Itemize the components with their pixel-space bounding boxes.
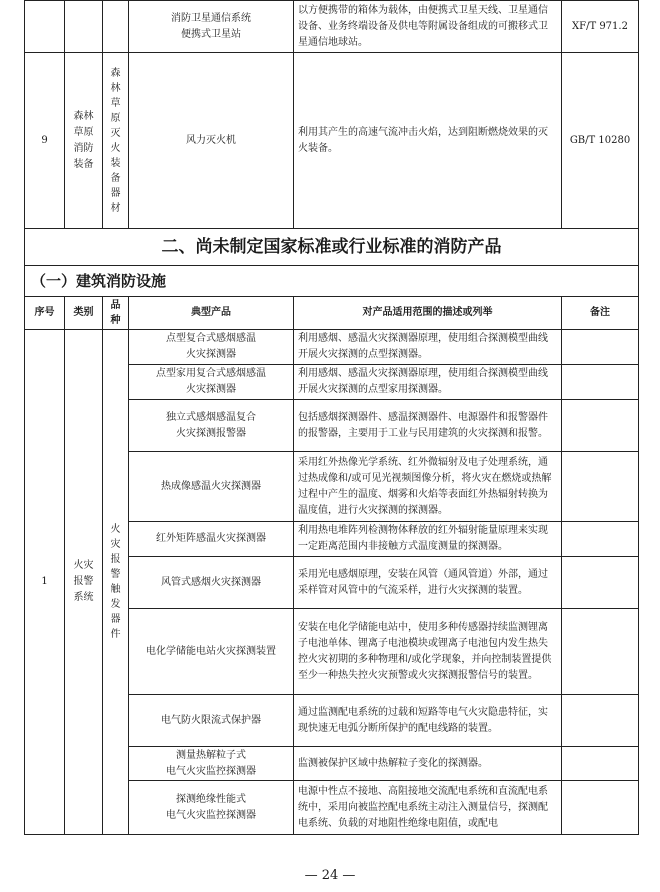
header-description: 对产品适用范围的描述或列举 [294,297,562,330]
cell-kind-empty [103,1,129,53]
header-remark: 备注 [562,297,639,330]
cell-description: 利用感烟、感温火灾探测器原理，使用组合探测模型曲线开展火灾探测的点型探测器。 [294,330,562,365]
section-title-row [25,229,639,266]
cell-description: 利用感烟、感温火灾探测器原理，使用组合探测模型曲线开展火灾探测的点型家用探测器。 [294,365,562,400]
cell-product: 电气防火限流式保护器 [129,695,294,747]
cell-product: 探测绝缘性能式 电气火灾监控探测器 [129,781,294,835]
product-table [24,0,639,835]
cell-description: 采用光电感烟原理，安装在风管（通风管道）外部，通过采样管对风管中的气流采样，进行火灾探测的装置。 [294,557,562,609]
cell-no: 1 [25,330,65,835]
page-number: — 24 — [304,868,356,883]
cell-remark [562,747,639,781]
section-title: 二、尚未制定国家标准或行业标准的消防产品 [25,229,639,266]
subsection-title-row [25,266,639,297]
header-product: 典型产品 [129,297,294,330]
cell-product: 风管式感烟火灾探测器 [129,557,294,609]
cell-product: 独立式感烟感温复合 火灾探测报警器 [129,400,294,452]
cell-remark [562,330,639,365]
cell-no: 9 [25,53,65,229]
cell-remark [562,452,639,522]
cell-category-empty [65,1,103,53]
cell-product: 电化学储能电站火灾探测装置 [129,609,294,695]
document-page [24,0,638,835]
cell-remark [562,365,639,400]
table-row [25,330,639,365]
cell-kind-vertical: 火 灾 报 警 触 发 器 件 [103,330,129,835]
table-row-9 [25,53,639,229]
cell-category: 火灾 报警 系统 [65,330,103,835]
cell-product: 消防卫星通信系统 便携式卫星站 [129,1,294,53]
cell-remark [562,609,639,695]
cell-product: 点型复合式感烟感温 火灾探测器 [129,330,294,365]
header-no: 序号 [25,297,65,330]
cell-description: 以方便携带的箱体为载体，由便携式卫星天线、卫星通信设备、业务终端设备及供电等附属设备组成的可搬移式卫星通信地球站。 [294,1,562,53]
cell-standard: GB/T 10280 [562,53,639,229]
cell-product: 测量热解粒子式 电气火灾监控探测器 [129,747,294,781]
table-row-satellite [25,1,639,53]
cell-remark [562,400,639,452]
cell-description: 监测被保护区域中热解粒子变化的探测器。 [294,747,562,781]
header-category: 类别 [65,297,103,330]
cell-description: 采用红外热像光学系统、红外微辐射及电子处理系统，通过热成像和/或可见光视频图像分析，将火灾在燃烧或热解过程中产生的温度、烟雾和火焰等表面红外热辐射转换为温度值，进行火灾探测的探测器。 [294,452,562,522]
cell-kind-vertical: 森 林 草 原 灭 火 装 备 器 材 [103,53,129,229]
cell-product: 点型家用复合式感烟感温 火灾探测器 [129,365,294,400]
cell-remark [562,781,639,835]
cell-category: 森林 草原 消防 装备 [65,53,103,229]
cell-description: 利用热电堆阵列检测物体释放的红外辐射能量原理来实现一定距离范围内非接触方式温度测量的探测器。 [294,522,562,557]
cell-description: 包括感烟探测器件、感温探测器件、电源器件和报警器件的报警器，主要用于工业与民用建筑的火灾探测和报警。 [294,400,562,452]
cell-product: 风力灭火机 [129,53,294,229]
cell-product: 红外矩阵感温火灾探测器 [129,522,294,557]
cell-remark [562,522,639,557]
cell-standard: XF/T 971.2 [562,1,639,53]
cell-description: 通过监测配电系统的过载和短路等电气火灾隐患特征，实现快速无电弧分断所保护的配电线路的装置。 [294,695,562,747]
cell-description: 安装在电化学储能电站中，使用多种传感器持续监测锂离子电池单体、锂离子电池模块或锂离子电池包内发生热失控火灾初期的多种物理和/或化学现象，并向控制装置提供至少一种热失控火灾预警或火灾探测报警信号的装置。 [294,609,562,695]
table-header-row [25,297,639,330]
cell-remark [562,557,639,609]
cell-description: 利用其产生的高速气流冲击火焰，达到阻断燃烧效果的灭火装备。 [294,53,562,229]
cell-description: 电源中性点不接地、高阻接地交流配电系统和直流配电系统中，采用向被监控配电系统主动注入测量信号，探测配电系统、负载的对地阻性绝缘电阻值，或配电 [294,781,562,835]
cell-no-empty [25,1,65,53]
subsection-title: （一）建筑消防设施 [25,266,639,297]
header-kind: 品 种 [103,297,129,330]
cell-remark [562,695,639,747]
cell-product: 热成像感温火灾探测器 [129,452,294,522]
